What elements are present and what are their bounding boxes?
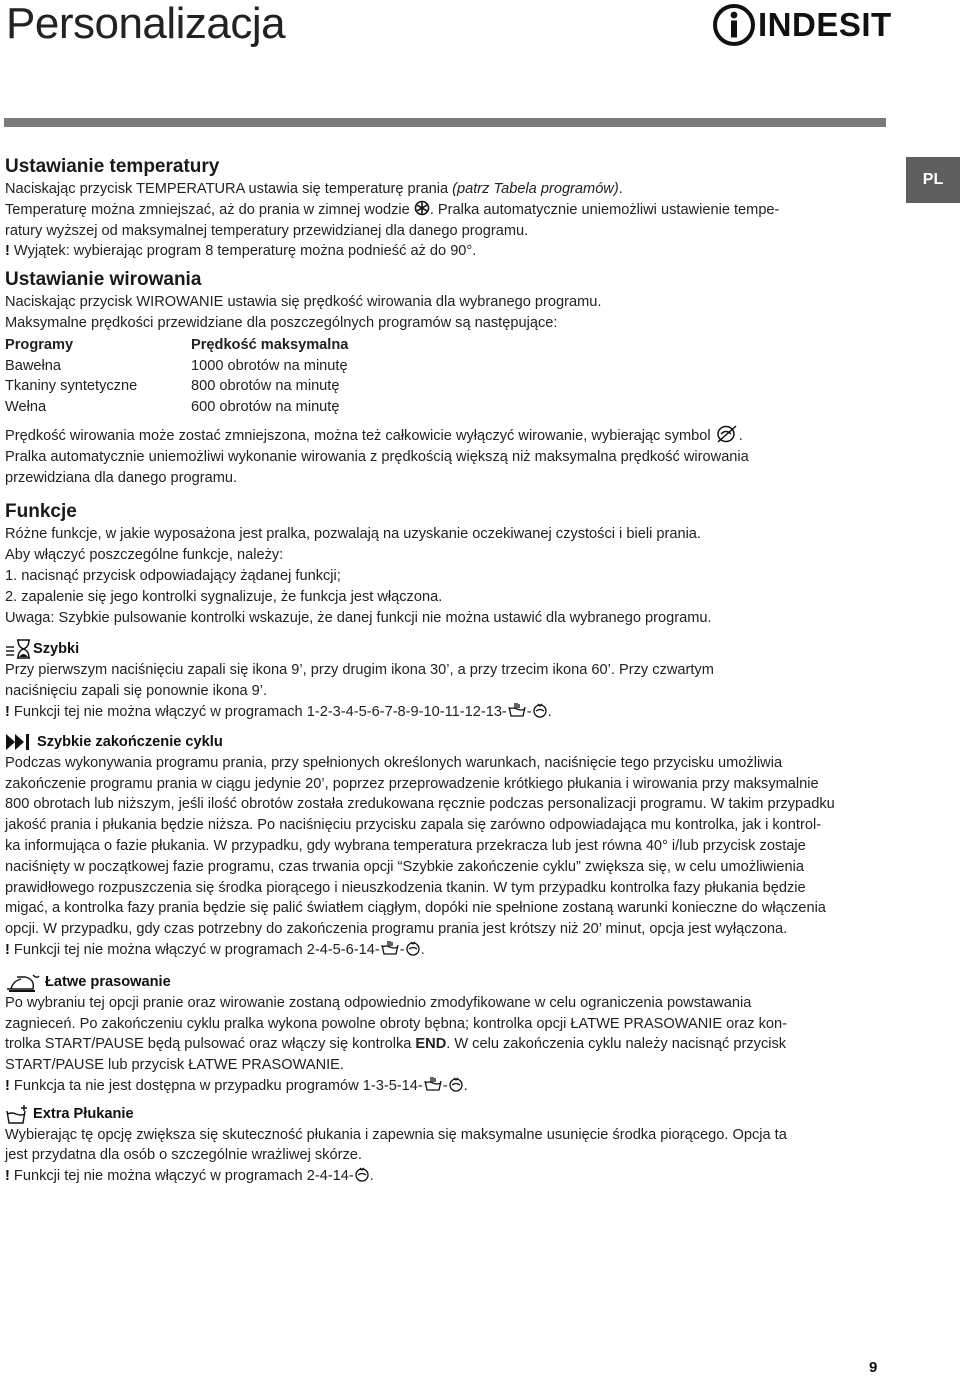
- drum-icon: [532, 702, 548, 718]
- easy-iron-line-2: zagnieceń. Po zakończeniu cyklu pralka wykona powolne obroty bębna; kontrolka opcji ŁATWE PRASOWANIE oraz kon-: [5, 1015, 787, 1032]
- extra-rinse-line-2: jest przydatna dla osób o szczególnie wrażliwej skórze.: [5, 1147, 362, 1164]
- hand-wash-icon: [380, 940, 400, 956]
- spin-paragraph-5: przewidziana dla danego programu.: [5, 469, 238, 486]
- quick-end-line-8: migać, a kontrolka fazy prania będzie się palić światłem ciągłym, dopóki nie spełnione zostaną warunki konieczne do włączenia: [5, 900, 826, 917]
- table-cell: Wełna: [5, 399, 47, 416]
- page-header: [0, 0, 960, 60]
- table-header: Prędkość maksymalna: [191, 336, 349, 353]
- brand-logo: [712, 2, 892, 48]
- section-heading-functions: Funkcje: [5, 501, 77, 523]
- snowflake-icon: [414, 200, 430, 216]
- extra-rinse-icon: [5, 1103, 31, 1125]
- page-title: Personalizacja: [6, 0, 286, 48]
- indesit-logo-icon: [712, 3, 756, 47]
- temp-paragraph-1: Naciskając przycisk TEMPERATURA ustawia się temperaturę prania (patrz Tabela programów).: [5, 181, 623, 197]
- extra-rinse-line-1: Wybierając tę opcję zwiększa się skuteczność płukania i zapewnia się maksymalne usunięcie środka piorącego. Opcja ta: [5, 1126, 787, 1143]
- spin-paragraph-4: Pralka automatycznie uniemożliwi wykonanie wirowania z prędkością większą niż maksymalna prędkość wirowania: [5, 448, 749, 465]
- quick-end-line-9: opcji. W przypadku, gdy czas potrzebny do zakończenia programu prania jest krótszy niż 20’ minut, opcja jest wyłączona.: [5, 921, 788, 938]
- hourglass-lines-icon: [5, 638, 33, 660]
- quick-warning: ! Funkcji tej nie można włączyć w programach 1-2-3-4-5-6-7-8-9-10-11-12-13- - .: [5, 703, 552, 720]
- quick-end-line-1: Podczas wykonywania programu prania, przy spełnionych określonych warunkach, naciśnięcie tego przycisku umożliwia: [5, 754, 783, 771]
- temp-paragraph-2: Temperaturę można zmniejszać, aż do prania w zimnej wodzie . Pralka automatycznie uniemożliwi ustawienie tempe-: [5, 201, 780, 218]
- table-cell: Bawełna: [5, 357, 61, 374]
- warning-mark: !: [5, 1077, 10, 1094]
- drum-icon: [354, 1166, 370, 1182]
- section-heading-temperature: Ustawianie temperatury: [5, 156, 220, 177]
- table-cell: 600 obrotów na minutę: [191, 399, 340, 416]
- warning-mark: !: [5, 1168, 10, 1185]
- warning-mark: !: [5, 703, 10, 720]
- quick-end-line-5: ka informująca o fazie płukania. W przypadku, gdy wybrana temperatura przekracza lub jest równa 40° i/lub przycisk zostaje: [5, 837, 806, 854]
- table-cell: Tkaniny syntetyczne: [5, 378, 138, 395]
- quick-end-line-3: 800 obrotach lub niższym, jeśli ilość obrotów została zredukowana ręcznie podczas personalizacji programu. W takim przypadku: [5, 796, 835, 813]
- warning-mark: !: [5, 941, 10, 958]
- easy-iron-line-3: trolka START/PAUSE będą pulsować oraz włączy się kontrolka END. W celu zakończenia cyklu należy nacisnąć przycisk: [5, 1036, 787, 1053]
- extra-rinse-warning: ! Funkcji tej nie można włączyć w programach 2-4-14- .: [5, 1168, 374, 1185]
- functions-paragraph-1: Różne funkcje, w jakie wyposażona jest pralka, pozwalają na uzyskanie oczekiwanej czystości i bieli prania.: [5, 526, 701, 543]
- quick-end-line-7: prawidłowego rozpuszczenia się środka piorącego i nieuszkodzenia tkanin. W tym przypadku kontrolka fazy płukania będzie: [5, 879, 806, 896]
- no-spin-icon: [715, 424, 739, 444]
- warning-mark: !: [5, 243, 10, 260]
- page-number: 9: [869, 1359, 878, 1376]
- subheading-extra-rinse: Extra Płukanie: [5, 1103, 885, 1125]
- temp-paragraph-3: ratury wyższej od maksymalnej temperatury przewidzianej dla danego programu.: [5, 222, 529, 239]
- functions-paragraph-2: Aby włączyć poszczególne funkcje, należy:: [5, 547, 284, 564]
- functions-note: Uwaga: Szybkie pulsowanie kontrolki wskazuje, że danej funkcji nie można ustawić dla wybranego programu.: [5, 609, 712, 626]
- section-heading-spin: Ustawianie wirowania: [5, 269, 202, 291]
- easy-iron-line-1: Po wybraniu tej opcji pranie oraz wirowanie zostaną odpowiednio zmodyfikowane w celu ograniczenia powstawania: [5, 994, 752, 1011]
- header-rule: [4, 118, 886, 127]
- spin-paragraph-2: Maksymalne prędkości przewidziane dla poszczególnych programów są następujące:: [5, 314, 558, 331]
- brand-name: INDESIT: [758, 6, 892, 43]
- main-content: [5, 155, 885, 1187]
- quick-end-line-4: jakość prania i płukania będzie niższa. Po naciśnięciu przycisku zapala się zarówno odpowiadająca mu kontrolka, jak i kontrol-: [5, 817, 822, 834]
- iron-icon: [5, 972, 41, 992]
- subheading-quick-end: Szybkie zakończenie cyklu: [5, 731, 885, 753]
- spin-paragraph-3: Prędkość wirowania może zostać zmniejszona, można też całkowicie wyłączyć wirowanie, wybierając symbol .: [5, 426, 885, 447]
- fast-forward-icon: [5, 732, 33, 752]
- drum-icon: [448, 1076, 464, 1092]
- easy-iron-line-4: START/PAUSE lub przycisk ŁATWE PRASOWANIE.: [5, 1057, 344, 1074]
- language-tab: PL: [906, 157, 960, 203]
- subheading-quick: Szybki: [5, 638, 885, 660]
- quick-paragraph-1: Przy pierwszym naciśnięciu zapali się ikona 9’, przy drugim ikona 30’, a przy trzecim ikona 60’. Przy czwartym: [5, 662, 714, 679]
- easy-iron-warning: ! Funkcja ta nie jest dostępna w przypadku programów 1-3-5-14- - .: [5, 1077, 468, 1094]
- table-cell: 800 obrotów na minutę: [191, 378, 340, 395]
- table-header: Programy: [5, 336, 74, 353]
- spin-paragraph-1: Naciskając przycisk WIROWANIE ustawia się prędkość wirowania dla wybranego programu.: [5, 294, 602, 311]
- functions-step-1: 1. nacisnąć przycisk odpowiadający żądanej funkcji;: [5, 567, 341, 584]
- quick-end-warning: ! Funkcji tej nie można włączyć w programach 2-4-5-6-14- - .: [5, 941, 425, 958]
- quick-end-line-6: naciśnięty w początkowej fazie programu, czas trwania opcji “Szybkie zakończenie cyklu” zwiększa się, w celu umożliwienia: [5, 858, 804, 875]
- drum-icon: [405, 940, 421, 956]
- functions-step-2: 2. zapalenie się jego kontrolki sygnalizuje, że funkcja jest włączona.: [5, 588, 443, 605]
- quick-end-line-2: zakończenie programu prania w ciągu jedynie 20’, poprzez przeprowadzenie krótkiego płukania i wirowania przy maksymalnie: [5, 775, 819, 792]
- quick-paragraph-2: naciśnięciu zapali się ponownie ikona 9’.: [5, 683, 268, 700]
- table-cell: 1000 obrotów na minutę: [191, 357, 348, 374]
- spin-speed-table: [5, 335, 885, 418]
- hand-wash-icon: [423, 1076, 443, 1092]
- temp-warning: ! Wyjątek: wybierając program 8 temperaturę można podnieść aż do 90°.: [5, 243, 477, 260]
- hand-wash-icon: [507, 702, 527, 718]
- subheading-easy-iron: Łatwe prasowanie: [5, 971, 885, 993]
